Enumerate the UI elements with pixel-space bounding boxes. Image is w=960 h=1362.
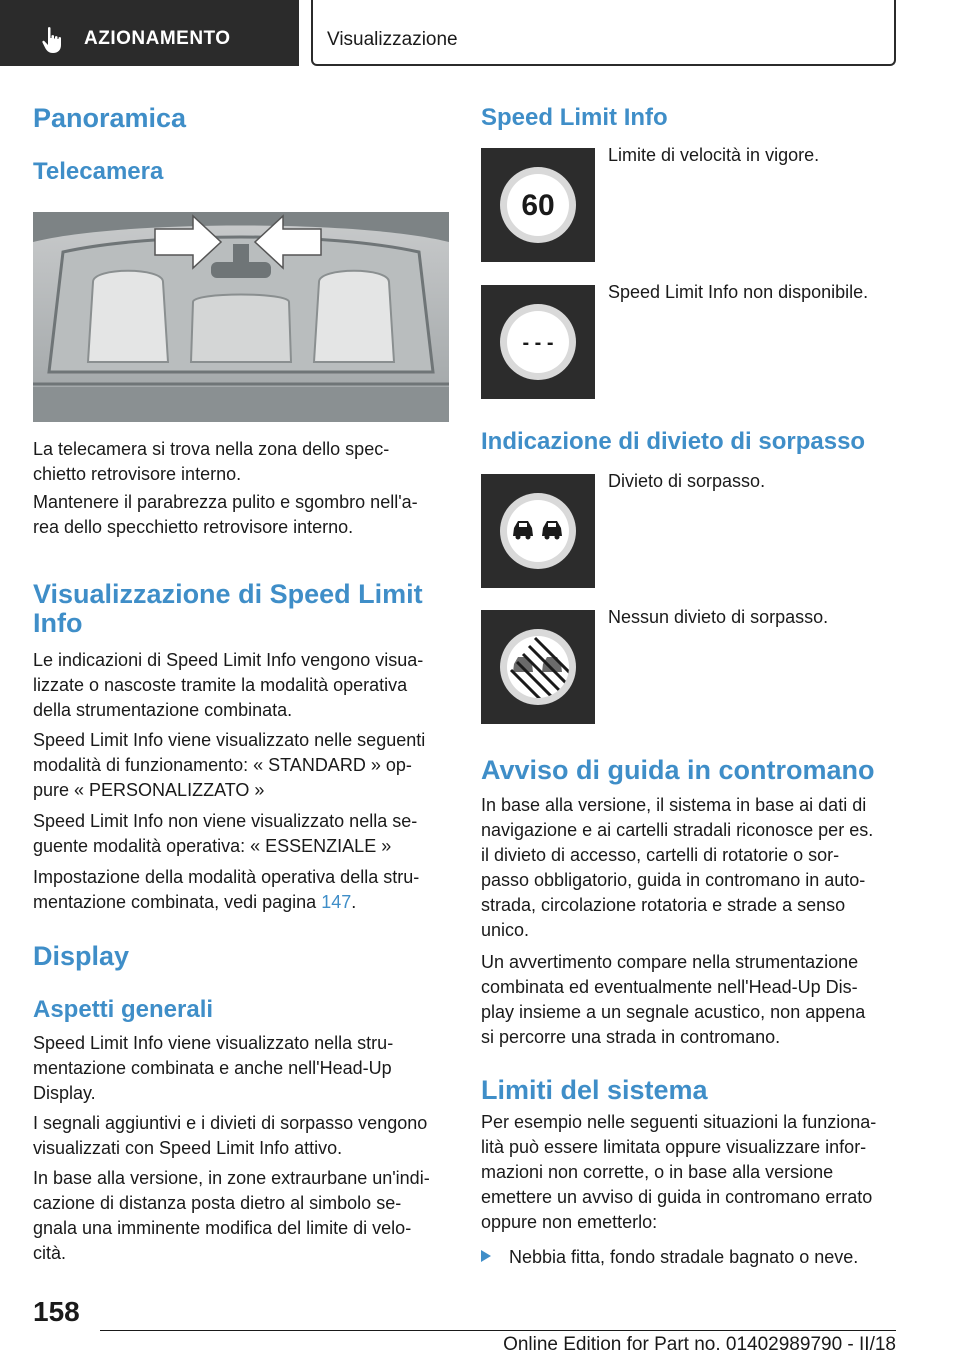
telecamera-heading: Telecamera (33, 158, 164, 185)
limiti-paragraph-1: Per esempio nelle seguenti situazioni la funziona- lità può essere limitata oppure visualizzare infor- mazioni non corrette, o in base alla versione emettere un avviso di guida in contromano errato oppure non emetterlo: (481, 1112, 877, 1232)
sign-end-no-overtaking (481, 610, 595, 724)
aspetti-paragraph-3: In base alla versione, in zone extraurbane un'indi- cazione di distanza posta dietro al simbolo se- gnala una imminente modifica del limite di velo- cità. (33, 1168, 430, 1263)
page-header (0, 0, 960, 66)
vis-paragraph-4-end: . (351, 892, 357, 912)
contromano-heading: Avviso di guida in contromano (481, 755, 875, 785)
aspetti-paragraph-1: Speed Limit Info viene visualizzato nella stru- mentazione combinata e anche nell'Head-Up Display. (33, 1033, 394, 1103)
sign-not-available (481, 285, 595, 399)
section-tab[interactable] (0, 0, 299, 66)
camera-paragraph-1: La telecamera si trova nella zona dello spec- chietto retrovisore interno. (33, 439, 390, 484)
sign-number-60: 60 (521, 189, 555, 222)
footer-edition: Online Edition for Part no. 01402989790 - II/18 (503, 1334, 896, 1355)
contromano-paragraph-1: In base alla versione, il sistema in base ai dati di navigazione e ai cartelli stradali riconosce per es. il divieto di accesso, cartelli di rotatorie o sor- passo obbligatorio, guida in contromano in auto- strada, circolazione rotatoria e strade a senso unico. (481, 795, 874, 940)
vis-paragraph-2: Speed Limit Info viene visualizzato nelle seguenti modalità di funzionamento: « STANDARD » op- pure « PERSONALIZZATO » (33, 730, 426, 800)
speed-limit-unavailable-icon (481, 285, 595, 399)
limiti-heading: Limiti del sistema (481, 1075, 708, 1105)
contromano-paragraph-2: Un avvertimento compare nella strumentazione combinata ed eventualmente nell'Head-Up Dis- play insieme a un segnale acustico, non appena si percorre una strada in contromano. (481, 952, 866, 1047)
page-link-147[interactable]: 147 (321, 892, 352, 912)
chapter-box[interactable] (311, 0, 896, 66)
bullet-text: Nebbia fitta, fondo stradale bagnato o neve. (509, 1247, 859, 1267)
end-no-overtaking-sign-icon (481, 610, 595, 724)
sign-speed-limit-60 (481, 148, 595, 262)
sign3-description: Divieto di sorpasso. (608, 471, 766, 491)
vis-paragraph-4-text: Impostazione della modalità operativa della stru- mentazione combinata, vedi pagina (33, 867, 420, 912)
camera-paragraph-2: Mantenere il parabrezza pulito e sgombro nell'a- rea dello specchietto retrovisore interno. (33, 492, 418, 537)
vis-paragraph-3: Speed Limit Info non viene visualizzato nella se- guente modalità operativa: « ESSENZIALE » (33, 811, 418, 856)
camera-location-illustration (33, 212, 449, 422)
sign-dashes: - - - (522, 332, 554, 354)
footer-divider (100, 1330, 896, 1331)
sorpasso-heading: Indicazione di divieto di sorpasso (481, 428, 866, 455)
sign-no-overtaking (481, 474, 595, 588)
aspetti-heading: Aspetti generali (33, 996, 214, 1023)
sign2-description: Speed Limit Info non disponibile. (608, 282, 869, 302)
sign4-description: Nessun divieto di sorpasso. (608, 607, 829, 627)
triangle-bullet-icon (481, 1250, 491, 1262)
sign1-description: Limite di velocità in vigore. (608, 145, 820, 165)
visualizzazione-heading: Visualizzazione di Speed Limit Info (33, 579, 423, 638)
aspetti-paragraph-2: I segnali aggiuntivi e i divieti di sorpasso vengono visualizzati con Speed Limit Info attivo. (33, 1113, 428, 1158)
panoramica-heading: Panoramica (33, 103, 187, 133)
hand-pointer-icon (40, 26, 64, 54)
speed-limit-info-heading: Speed Limit Info (481, 104, 668, 131)
section-label: AZIONAMENTO (84, 28, 231, 49)
no-overtaking-sign-icon (481, 474, 595, 588)
vis-paragraph-4 (33, 865, 449, 915)
page-number: 158 (33, 1296, 80, 1327)
chapter-label: Visualizzazione (327, 29, 458, 50)
display-heading: Display (33, 941, 130, 971)
speed-limit-sign-icon (481, 148, 595, 262)
vis-paragraph-1: Le indicazioni di Speed Limit Info vengono visua- lizzate o nascoste tramite la modalità operativa della strumentazione combinata. (33, 650, 424, 720)
